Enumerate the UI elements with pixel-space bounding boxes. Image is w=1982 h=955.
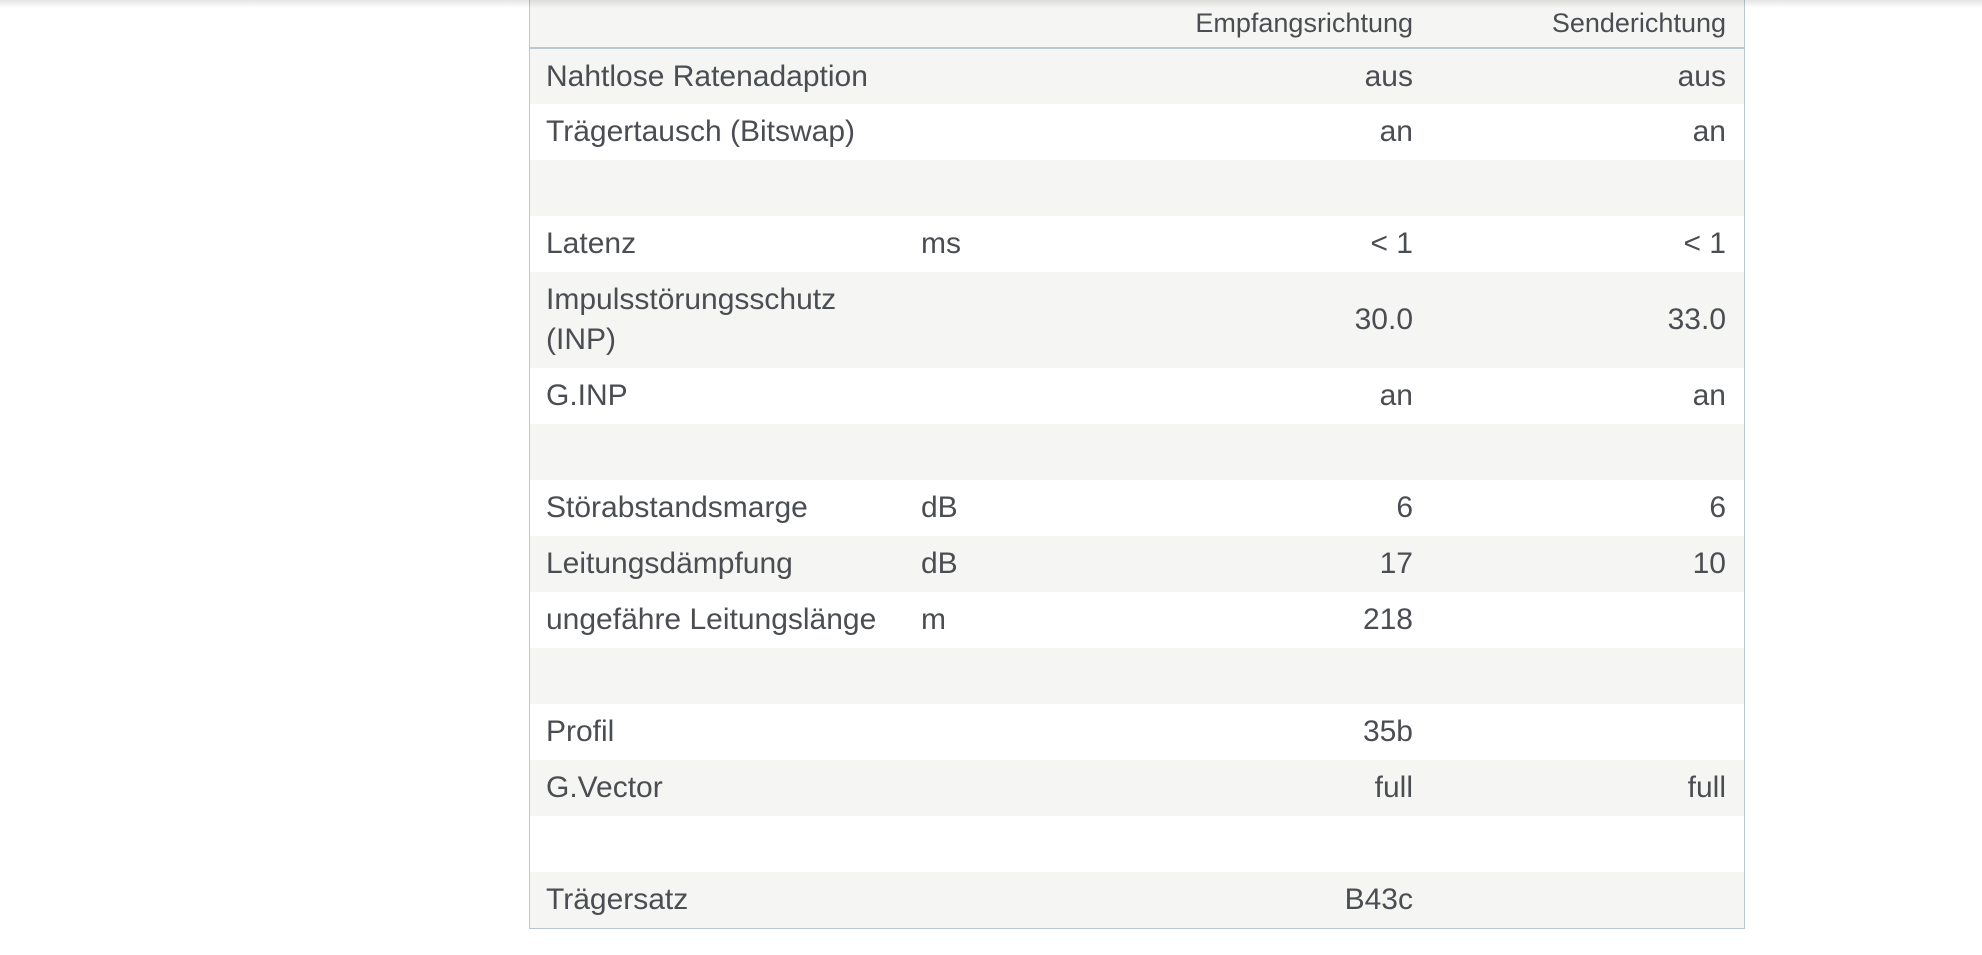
top-bar-shadow [0,0,1982,8]
table-row [530,536,1744,592]
row-send-value [1431,816,1744,872]
row-send-value [1431,592,1744,648]
row-label: Impulsstörungsschutz (INP) [546,283,837,356]
row-send-value: < 1 [1683,227,1726,260]
table-row [530,104,1744,160]
row-receive-value: 218 [1362,603,1413,636]
table-row [530,480,1744,536]
row-receive-value: an [1379,379,1413,412]
row-label [530,816,921,872]
row-label: Leitungsdämpfung [546,547,793,580]
table-row [530,760,1744,816]
table-row-spacer [530,424,1744,480]
row-unit [921,704,1141,760]
row-send-value [1431,648,1744,704]
row-unit: ms [921,227,961,260]
table-row [530,368,1744,424]
table-row [530,704,1744,760]
table-row-spacer [530,648,1744,704]
row-send-value [1431,424,1744,480]
row-send-value: 33.0 [1667,303,1726,336]
header-receive-direction: Empfangsrichtung [1141,0,1431,48]
row-unit: m [921,603,946,636]
row-send-value: an [1692,115,1726,148]
row-unit [921,104,1141,160]
row-unit [921,48,1141,104]
row-unit [921,160,1141,216]
row-label: G.Vector [546,771,663,804]
row-send-value [1431,704,1744,760]
row-receive-value: < 1 [1370,227,1413,260]
table-row [530,48,1744,104]
row-label: Trägersatz [546,883,689,916]
row-unit [921,368,1141,424]
table-row [530,216,1744,272]
row-label: Trägertausch (Bitswap) [546,115,855,148]
dsl-info-table-container [529,0,1745,929]
row-label: G.INP [546,379,628,412]
row-receive-value: aus [1364,59,1413,93]
row-label [530,648,921,704]
row-send-value: full [1687,771,1726,804]
header-send-direction: Senderichtung [1431,0,1744,48]
row-receive-value: 6 [1396,491,1413,524]
row-receive-value: 17 [1379,547,1413,580]
row-unit: dB [921,491,958,524]
table-row-spacer [530,816,1744,872]
row-send-value: an [1692,379,1726,412]
row-label: Störabstandsmarge [546,491,808,524]
row-receive-value: 35b [1362,715,1413,748]
table-row-spacer [530,160,1744,216]
row-label [530,424,921,480]
table-row [530,872,1744,928]
row-label: ungefähre Leitungslänge [546,603,877,636]
row-unit [921,760,1141,816]
row-receive-value [1141,648,1431,704]
row-send-value [1431,872,1744,928]
row-receive-value: 30.0 [1354,303,1413,336]
row-unit [921,872,1141,928]
row-label: Nahtlose Ratenadaption [546,59,868,93]
row-receive-value: an [1379,115,1413,148]
row-unit: dB [921,547,958,580]
row-receive-value [1141,160,1431,216]
table-row [530,272,1744,368]
row-unit [921,816,1141,872]
row-label: Latenz [546,227,637,260]
row-unit [921,424,1141,480]
row-send-value: 6 [1709,491,1726,524]
row-receive-value: B43c [1344,883,1413,916]
row-unit [921,648,1141,704]
row-label: Profil [546,715,615,748]
row-receive-value [1141,816,1431,872]
row-label [530,160,921,216]
row-unit [921,272,1141,368]
row-receive-value: full [1374,771,1413,804]
dsl-info-table [530,0,1744,928]
row-send-value: aus [1677,59,1726,93]
row-send-value: 10 [1692,547,1726,580]
table-row [530,592,1744,648]
row-send-value [1431,160,1744,216]
row-receive-value [1141,424,1431,480]
